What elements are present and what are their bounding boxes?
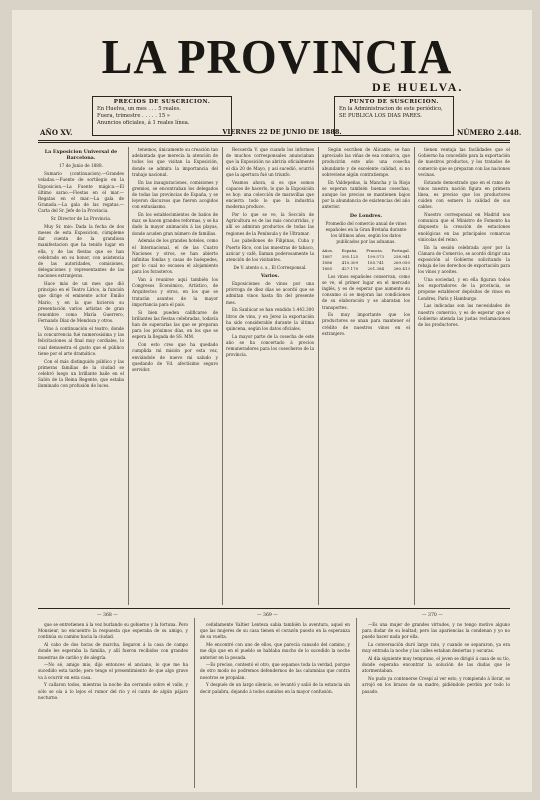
table-cell: 410.309 bbox=[341, 259, 359, 265]
table-cell: 395.125 bbox=[341, 253, 359, 259]
article-heading: La Exposicion Universal de Barcelona. bbox=[44, 149, 118, 162]
folletin-column-1 bbox=[38, 622, 188, 787]
column-5 bbox=[418, 147, 510, 605]
column-2 bbox=[132, 147, 218, 605]
paragraph: En la sesión celebrada ayer por la Cámara de Comercio, se acordó dirigir una exposición al Gobierno solicitando la rebaja de los derechos de exportación para los vinos y aceites. bbox=[418, 244, 510, 275]
paragraph: Es muy importante que los productores se unan para mantener el crédito de nuestros vinos en el extranjero. bbox=[322, 312, 410, 336]
precios-box bbox=[92, 96, 232, 136]
table-cell: 427.170 bbox=[341, 265, 359, 271]
paragraph: Según escriben de Alicante, se han apreciado las viñas de esa comarca, que producirán este año una cosecha abundante y de excelente calidad, si no sobreviene algún contratiempo. bbox=[322, 147, 410, 177]
column-divider bbox=[222, 147, 223, 605]
paragraph: que se entretienen á la vez burlando su gobierno y la fortuna. Pero Monsieur, no encuentro la respuesta que esperaba de su amigo, y continúa su camino hacia la ciudad. bbox=[38, 622, 188, 640]
column-divider bbox=[414, 147, 415, 605]
table-cell: 185.741 bbox=[367, 259, 385, 265]
table-cell: 1887 bbox=[322, 253, 333, 259]
precios-line: Fuera, trimestre . . . . . 15 » bbox=[97, 113, 170, 119]
table-cell: 269.050 bbox=[393, 259, 410, 265]
folletin-column-3 bbox=[362, 622, 510, 787]
precios-line: En Huelva, un mes . . . 5 reales. bbox=[97, 106, 181, 112]
precios-line: Anuncios oficiales, á 1 reales línea. bbox=[97, 120, 190, 126]
page-number: — 370 — bbox=[422, 613, 443, 618]
paragraph: ceñidamente Valtier Lenteza sabía también la aventura, aquel en que las mujeres de su casa tienen el corazón puesto en la esperanza de su vuelta. bbox=[200, 622, 350, 640]
table-cell: Años. bbox=[322, 247, 334, 253]
paragraph: Los vinos españoles conservan, como se ve, el primer lugar en el mercado inglés, y es de esperar que aumente su consumo si se mejoran las condiciones de su elaboración y se abaratan los transportes. bbox=[322, 273, 410, 310]
paragraph: No pudo ya contenerse Crespí al ver esto, y rompiendo á llorar, se arrojó en los brazos de su madre, pidiéndole perdón por todo lo pasado. bbox=[362, 676, 510, 694]
column-divider bbox=[128, 147, 129, 605]
paragraph: Veamos ahora, si es que somos capaces de hacerlo, lo que la Exposición es hoy: una colección de maravillas que encierra todo lo que la industria moderna produce. bbox=[226, 179, 314, 210]
table-cell: 258.941 bbox=[393, 253, 410, 259]
paragraph: Además de los grandes hoteles, como el Internacional, el de las Cuatro Naciones y otros, se han abierto infinitas fondas y casas de huéspedes, por lo cual no escasea el alojamiento para los forasteros. bbox=[132, 238, 218, 275]
table-row bbox=[322, 266, 410, 272]
paragraph: Y callaron todos, mientras la noche iba cerrando sobre el valle, y sólo se oía á lo lejos el rumor del río y el canto de algún pájaro nocturno. bbox=[38, 682, 188, 700]
masthead-title: LA PROVINCIA bbox=[101, 29, 453, 84]
signature: De V. atento s. s., El Corresponsal. bbox=[233, 264, 307, 270]
paragraph: Vino á continuación el teatro, donde la concurrencia fué numerosísima y las felicitaciones al final muy cordiales, lo cual demuestra el gusto que el público tiene por el arte dramático. bbox=[38, 325, 124, 356]
column-4 bbox=[322, 147, 410, 605]
paragraph: Nuestro corresponsal en Madrid nos comunica que el Ministro de Fomento ha dispuesto la creación de estaciones enológicas en las principales comarcas vinícolas del reino. bbox=[418, 212, 510, 242]
paragraph: Recuerda V. que cuando los informes de muchos corresponsales anunciaban que la Exposición no abriría oficialmente el día 20 de Mayo, y así sucedió, ocurrió que la apertura fué un triunfo. bbox=[226, 147, 314, 177]
paragraph: En Valdepeñas, la Mancha y la Rioja se esperan también buenas cosechas, aunque los precios se mantienen bajos por la abundancia de existencias del año anterior. bbox=[322, 179, 410, 210]
table-cell: 201.384 bbox=[367, 265, 385, 271]
paragraph: En Sanlúcar se han vendido 1.443.300 litros de vino, y en Jerez la exportación ha sido considerable durante la última quincena, según los datos oficiales. bbox=[226, 307, 314, 331]
paragraph: La conversación duró largo rato, y cuando se separaron, ya era muy entrada la noche y las calles estaban desiertas y oscuras. bbox=[362, 642, 510, 654]
folletin-column-2 bbox=[200, 622, 350, 787]
paragraph: —Es una mujer de grandes virtudes, y no tengo motivo alguno para dudar de su lealtad; pero las apariencias la condenan y yo no puedo hacer nada por ella. bbox=[362, 622, 510, 640]
paragraph: En los establecimientos de baños de mar, se hacen grandes reformas, y se ha dado la mayor animación á las playas, donde acuden gran número de familias. bbox=[132, 212, 218, 236]
paragraph: Al cabo de dos horas de marcha, llegaron á la casa de campo donde les esperaba la familia, y allí fueron recibidos con grandes muestras de cariño y de alegría. bbox=[38, 642, 188, 660]
table-cell: Francia. bbox=[366, 247, 384, 253]
paragraph: Por lo que se ve, la Sección de Agricultura es de las más concurridas, y allí se admiran productos de todas las regiones de la Península y de Ultramar. bbox=[226, 212, 314, 236]
column-1 bbox=[38, 147, 124, 605]
paragraph: tenemos, únicamente su creación tan adelantada que merecía la atención de todos los que visitan la Exposición, donde se admira la importancia del trabajo nacional. bbox=[132, 147, 218, 177]
column-divider bbox=[318, 147, 319, 605]
section-heading: Varios. bbox=[260, 272, 280, 279]
header-rule bbox=[38, 140, 510, 141]
column-divider bbox=[194, 618, 195, 788]
paragraph: tienen ventaja las facilidades que el Gobierno ha concedido para la exportación de nuestros productos, y los tratados de comercio que se preparan con las naciones vecinas. bbox=[418, 147, 510, 177]
paragraph: Con esto creo que ha quedado cumplida mi misión por esta vez, enviándole de nuevo mi saludo y quedando de Vd. afectísimo seguro servidor. bbox=[132, 342, 218, 372]
paragraph: Estando demostrado que en el ramo de vinos nuestra nación figura en primera línea, es preciso que los productores cuiden con esmero la calidad de sus caldos. bbox=[418, 179, 510, 210]
table-cell: 1885 bbox=[322, 265, 333, 271]
table-cell: 199.573 bbox=[367, 253, 385, 259]
issue-number: NÚMERO 2.448. bbox=[457, 128, 522, 137]
paragraph: Con el más distinguido público y las primeras familias de la ciudad se celebró luego un brillante baile en el Salón de la Reina Regente, que estaba iluminado con profusión de luces. bbox=[38, 358, 124, 389]
column-3 bbox=[226, 147, 314, 605]
punto-line: SE PUBLICA LOS DIAS PARES. bbox=[339, 113, 422, 119]
header-rule bbox=[38, 142, 510, 143]
paragraph: —No sé, amigo mio, dijo entonces el anciano, lo que me ha sucedido esta tarde; pero tengo el presentimiento de que algo grave va á ocurrir en esta casa. bbox=[38, 662, 188, 680]
dateline: 17 de Junio de 1888. bbox=[59, 163, 103, 169]
paragraph: Me encontré con uno de ellos, que parecía cansado del camino, y me dijo que en el pueblo se hablaba mucho de lo sucedido la noche anterior en la posada. bbox=[200, 642, 350, 660]
paragraph: Si bien pueden calificarse de brillantes las fiestas celebradas, todavía han de superarlas las que se preparan para los próximos días, en los que se espera la llegada de SS. MM. bbox=[132, 309, 218, 340]
paragraph: Exposiciones de vinos por una prórroga de diez días se acordó que se admitan vinos hasta fin del presente mes. bbox=[226, 281, 314, 305]
section-heading: De Londres. bbox=[349, 212, 383, 219]
punto-box bbox=[334, 96, 454, 136]
paragraph: Los pabellones de Filipinas, Cuba y Puerto Rico, con las muestras de tabaco, azúcar y café, llaman poderosamente la atención de los visitantes. bbox=[226, 238, 314, 262]
folletin-rule bbox=[38, 608, 510, 609]
table-cell: 1886 bbox=[322, 259, 333, 265]
paragraph: Y después de un largo silencio, se levantó y salió de la estancia sin decir palabra, dejando á todos sumidos en la mayor confusión. bbox=[200, 682, 350, 694]
masthead-subtitle: DE HUELVA. bbox=[372, 80, 464, 94]
paragraph: Promedio del comercio anual de vinos españoles en la Gran Bretaña durante los últimos años, según los datos publicados por las aduanas. bbox=[325, 220, 407, 245]
paragraph: Al día siguiente muy temprano, el joven se dirigió á casa de su tío, donde esperaba encontrar la solución de las dudas que le atormentaban. bbox=[362, 656, 510, 674]
wine-table bbox=[322, 248, 410, 272]
issue-year: AÑO XV. bbox=[40, 128, 73, 137]
column-divider bbox=[356, 618, 357, 788]
punto-title: PUNTO DE SUSCRICION. bbox=[349, 99, 439, 105]
table-cell: 280.413 bbox=[393, 265, 410, 271]
paragraph: Una sociedad, y en ella figuran todos los exportadores de la provincia, se propone establecer depósitos de vinos en Londres, París y Hamburgo. bbox=[418, 277, 510, 301]
paragraph: Muy Sr. mio: Dada la fecha de dos meses de esta Exposicion, cúmpleme dar cuenta de la grandiosa manifestacion que ha tenido lugar en ella, y de las fiestas que se han celebrado en su honor, con asistencia de las autoridades, comisiones, delegaciones y representantes de las naciones extranjeras. bbox=[38, 223, 124, 279]
newspaper-page bbox=[12, 10, 532, 792]
page-number: — 369 — bbox=[257, 613, 278, 618]
paragraph: Las indicadas son las necesidades de nuestro comercio, y es de esperar que el Gobierno atienda las justas reclamaciones de los productores. bbox=[418, 303, 510, 327]
precios-title: PRECIOS DE SUSCRICION. bbox=[113, 99, 211, 105]
paragraph: Hace más de un mes que dió principio en el Teatro Lírico, la función que dirige el eminente actor Emilio Mario, y en la que hicieron su presentación varios artistas de gran renombre como María Guerrero, Fernando Díaz de Mendoza y otros. bbox=[38, 281, 124, 324]
table-cell: España. bbox=[341, 247, 358, 253]
salutation: Sr. Director de La Provincia. bbox=[50, 216, 112, 222]
paragraph: En las inauguraciones, comisiones y gremios, se encontraban los delegados de todas las provincias de España, y se leyeron discursos que fueron acogidos con entusiasmo. bbox=[132, 179, 218, 210]
table-cell: Portugal. bbox=[391, 247, 410, 253]
paragraph: —Es preciso, contestó el otro, que sepamos toda la verdad, porque de otro modo no podremos defendernos de las calumnias que contra nosotros se propalan. bbox=[200, 662, 350, 680]
page-number: — 368 — bbox=[97, 613, 118, 618]
paragraph: La mayor parte de la cosecha de este año se ha concertado á precios remuneradores para los cosecheros de la provincia. bbox=[226, 333, 314, 358]
paragraph: Van á reunirse aquí también los Congresos Económico, Artístico, de Arquitectos y otros, en los que se tratarán asuntos de la mayor importancia para el país. bbox=[132, 277, 218, 307]
punto-line: En la Administracion de este periódico, bbox=[339, 106, 443, 112]
issue-date: VIERNES 22 DE JUNIO DE 1888. bbox=[222, 128, 342, 136]
paragraph: Sumario (continuacion).—Grandes veladas.—Fuente de sortilegio en la Exposicion.—La Fuente mágica.—El último sarao.—Fiestas en el mar.—Regatas en el mar.—La gala de Granada.—La gala de las regatas.—Carta del Sr. Jefe de la Provincia. bbox=[38, 171, 124, 214]
